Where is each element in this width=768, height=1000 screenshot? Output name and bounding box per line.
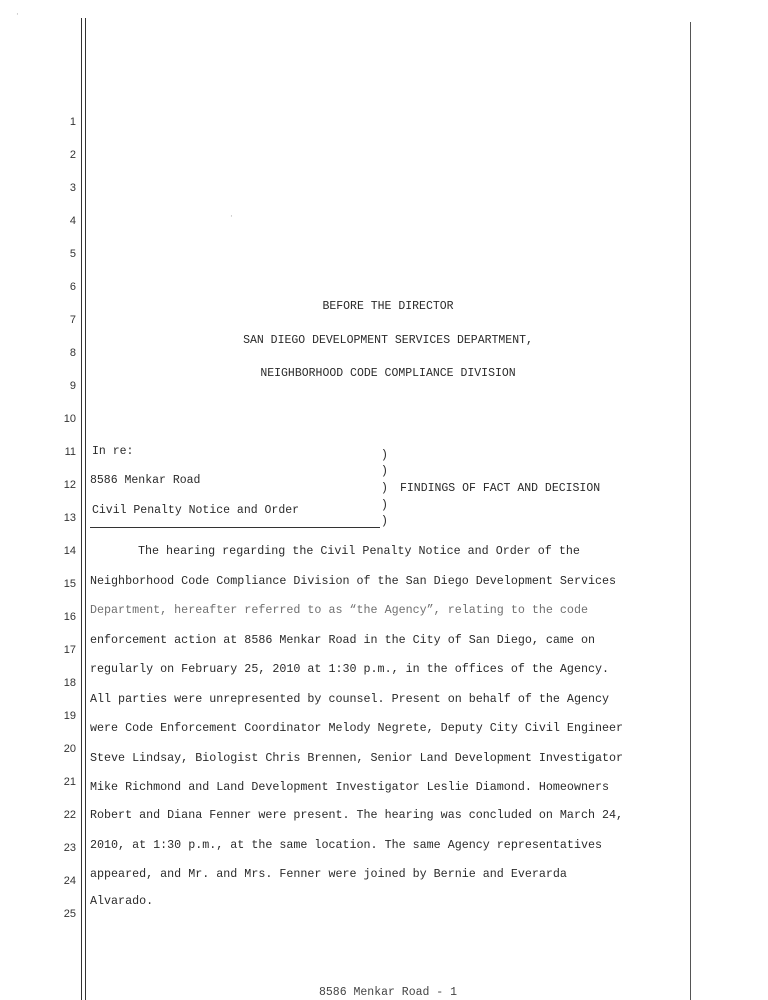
body-line: Department, hereafter referred to as “the Agency”, relating to the code xyxy=(90,603,588,617)
body-line: Steve Lindsay, Biologist Chris Brennen, Senior Land Development Investigator xyxy=(90,751,624,765)
line-number: 2 xyxy=(69,149,76,161)
caption-paren: ) xyxy=(381,515,388,528)
line-number: 23 xyxy=(63,842,76,854)
body-line: appeared, and Mr. and Mrs. Fenner were joined by Bernie and Everarda xyxy=(90,867,567,881)
left-margin-rule xyxy=(81,18,82,1000)
caption-paren: ) xyxy=(381,482,388,495)
line-number: 15 xyxy=(63,578,76,590)
caption-address: 8586 Menkar Road xyxy=(90,474,201,487)
body-line: 2010, at 1:30 p.m., at the same location. The same Agency representatives xyxy=(90,838,602,852)
line-number: 22 xyxy=(63,809,76,821)
heading-line: BEFORE THE DIRECTOR xyxy=(322,300,454,313)
left-margin-rule xyxy=(85,18,86,1000)
body-line: The hearing regarding the Civil Penalty Notice and Order of the xyxy=(138,544,580,558)
body-line: All parties were unrepresented by counsel. Present on behalf of the Agency xyxy=(90,692,610,706)
line-number: 16 xyxy=(63,611,76,623)
line-number: 18 xyxy=(63,677,76,689)
caption-matter: Civil Penalty Notice and Order xyxy=(92,504,300,517)
line-number: 6 xyxy=(69,281,76,293)
line-number: 20 xyxy=(63,743,76,755)
body-line: were Code Enforcement Coordinator Melody Negrete, Deputy City Civil Engineer xyxy=(90,721,624,735)
line-number: 17 xyxy=(63,644,76,656)
body-line: Robert and Diana Fenner were present. The hearing was concluded on March 24, xyxy=(90,808,624,822)
line-number: 11 xyxy=(64,446,76,458)
line-number: 1 xyxy=(69,116,76,128)
body-line: regularly on February 25, 2010 at 1:30 p.m., in the offices of the Agency. xyxy=(90,662,610,676)
line-number: 12 xyxy=(63,479,76,491)
line-number: 21 xyxy=(63,776,76,788)
line-number: 25 xyxy=(63,908,76,920)
line-number: 9 xyxy=(69,380,76,392)
body-line: enforcement action at 8586 Menkar Road in the City of San Diego, came on xyxy=(90,633,595,647)
scan-speck: · xyxy=(16,10,19,20)
line-number: 10 xyxy=(63,413,76,425)
caption-in-re: In re: xyxy=(92,445,134,458)
heading-line: SAN DIEGO DEVELOPMENT SERVICES DEPARTMENT, xyxy=(243,334,533,347)
caption-paren: ) xyxy=(381,449,388,462)
line-number: 3 xyxy=(69,182,76,194)
caption-paren: ) xyxy=(381,499,388,512)
caption-paren: ) xyxy=(381,465,388,478)
line-number: 4 xyxy=(69,215,76,227)
body-line: Mike Richmond and Land Development Investigator Leslie Diamond. Homeowners xyxy=(90,780,610,794)
line-number: 14 xyxy=(63,545,76,557)
line-number: 5 xyxy=(69,248,76,260)
body-line: Alvarado. xyxy=(90,894,154,908)
line-number: 13 xyxy=(63,512,76,524)
scan-speck: · xyxy=(230,212,233,222)
line-number: 19 xyxy=(63,710,76,722)
document-title: FINDINGS OF FACT AND DECISION xyxy=(400,482,601,495)
body-line: Neighborhood Code Compliance Division of the San Diego Development Services xyxy=(90,574,617,588)
caption-underline xyxy=(90,527,380,528)
line-number: 7 xyxy=(69,314,76,326)
heading-line: NEIGHBORHOOD CODE COMPLIANCE DIVISION xyxy=(260,367,516,380)
line-number: 8 xyxy=(69,347,76,359)
page-footer: 8586 Menkar Road - 1 xyxy=(318,986,458,999)
right-margin-rule xyxy=(690,22,691,1000)
line-number: 24 xyxy=(63,875,76,887)
